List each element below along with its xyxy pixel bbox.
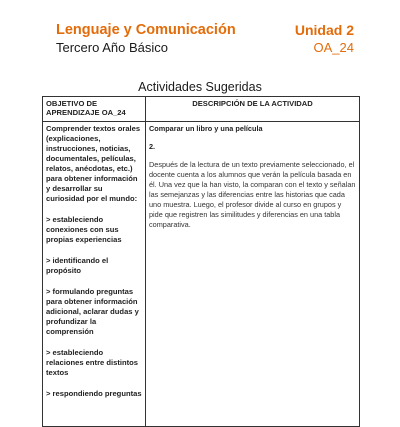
unit-label: Unidad 2 — [294, 22, 354, 38]
table-header-row — [43, 97, 360, 122]
activity-number: 2. — [149, 142, 156, 151]
objective-intro: Comprender textos orales (explicaciones, instrucciones, noticias, documentales, películas, relatos, anécdotas, etc.) para obtener información y desarrollar su curiosidad por el mundo: — [46, 124, 141, 203]
objective-column-header: OBJETIVO DE APRENDIZAJE OA_24 — [43, 97, 146, 122]
activity-column-header: DESCRIPCIÓN DE LA ACTIVIDAD — [146, 97, 360, 122]
objective-cell — [43, 122, 146, 427]
objective-item: > formulando preguntas para obtener información adicional, aclarar dudas y profundizar la comprensión — [46, 287, 139, 336]
table-row — [43, 122, 360, 427]
activity-description: Después de la lectura de un texto previamente seleccionado, el docente cuenta a los alumnos que verán la película basada en él. Una vez que la han visto, la comparan con el texto y señalan las semejanzas y las diferencias entre las historias que cada uno muestra. Luego, el profesor divide al curso en grupos y pide que registren las similitudes y diferencias en una tabla comparativa. — [149, 160, 356, 229]
objective-item: > respondiendo preguntas — [46, 389, 142, 398]
objective-item: > estableciendo relaciones entre distintos textos — [46, 348, 138, 377]
activity-title: Comparar un libro y una película — [149, 124, 263, 133]
page-header — [56, 22, 356, 58]
objective-item: > estableciendo conexiones con sus propias experiencias — [46, 215, 122, 244]
activities-table — [42, 96, 360, 427]
section-title: Actividades Sugeridas — [138, 80, 262, 94]
objective-item: > identificando el propósito — [46, 256, 109, 275]
objective-code: OA_24 — [313, 40, 354, 55]
subject-title: Lenguaje y Comunicación — [56, 22, 236, 38]
grade-label: Tercero Año Básico — [56, 40, 169, 55]
activity-cell — [146, 122, 360, 427]
